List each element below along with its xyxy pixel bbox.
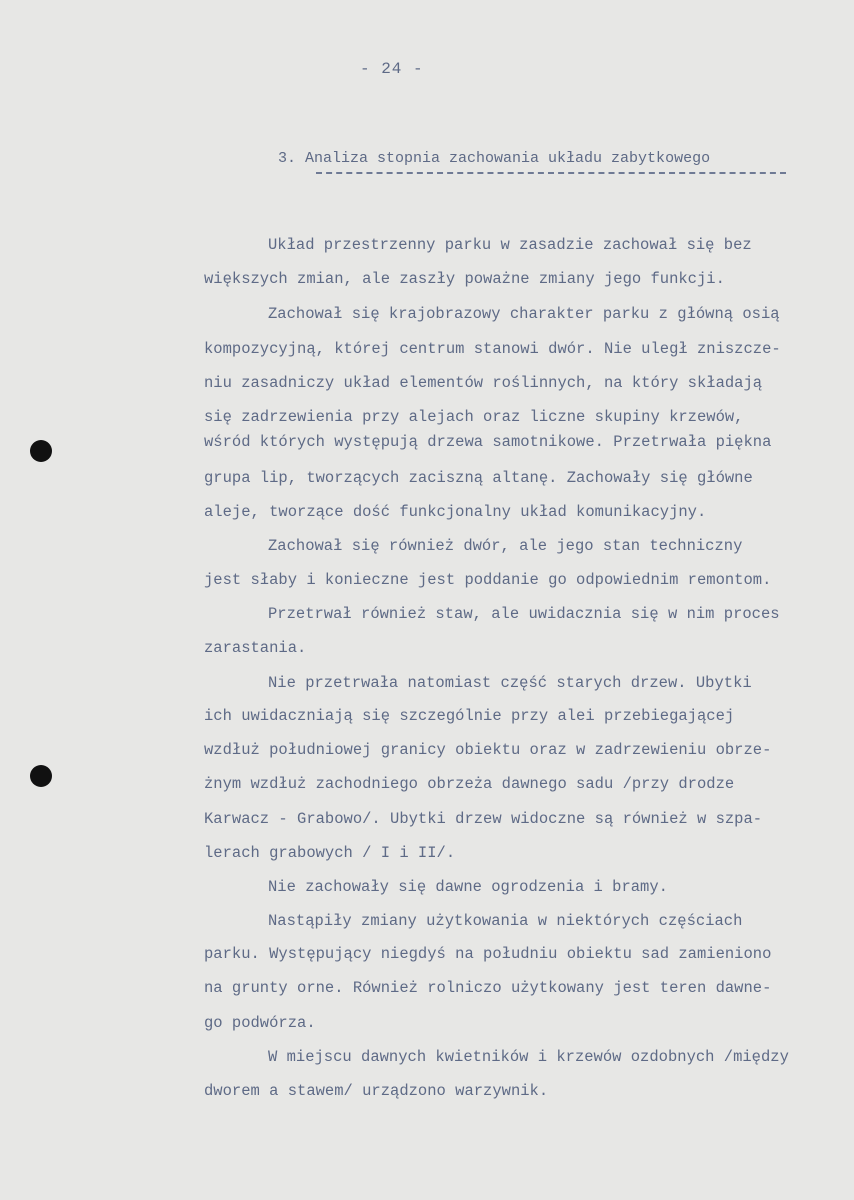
text-line: Zachował się również dwór, ale jego stan techniczny: [268, 537, 743, 555]
punch-hole: [30, 440, 52, 462]
text-line: parku. Występujący niegdyś na południu obiektu sad zamieniono: [204, 945, 772, 963]
text-line: W miejscu dawnych kwietników i krzewów ozdobnych /między: [268, 1048, 789, 1066]
text-line: większych zmian, ale zaszły poważne zmiany jego funkcji.: [204, 270, 725, 288]
text-line: kompozycyjną, której centrum stanowi dwór. Nie uległ zniszcze-: [204, 340, 781, 358]
text-line: Układ przestrzenny parku w zasadzie zachował się bez: [268, 236, 752, 254]
text-line: Przetrwał również staw, ale uwidacznia się w nim proces: [268, 605, 780, 623]
text-line: się zadrzewienia przy alejach oraz liczne skupiny krzewów,: [204, 408, 744, 426]
punch-hole: [30, 765, 52, 787]
text-line: dworem a stawem/ urządzono warzywnik.: [204, 1082, 549, 1100]
text-line: zarastania.: [204, 639, 307, 657]
heading-underline: [316, 172, 786, 174]
text-line: grupa lip, tworzących zaciszną altanę. Zachowały się główne: [204, 469, 753, 487]
text-line: Karwacz - Grabowo/. Ubytki drzew widoczne są również w szpa-: [204, 810, 763, 828]
text-line: ich uwidaczniają się szczególnie przy alei przebiegającej: [204, 707, 735, 725]
section-heading: 3. Analiza stopnia zachowania układu zabytkowego: [278, 150, 711, 167]
text-line: jest słaby i konieczne jest poddanie go odpowiednim remontom.: [204, 571, 772, 589]
text-line: na grunty orne. Również rolniczo użytkowany jest teren dawne-: [204, 979, 772, 997]
text-line: Zachował się krajobrazowy charakter parku z główną osią: [268, 305, 780, 323]
text-line: lerach grabowych / I i II/.: [204, 844, 456, 862]
text-line: żnym wzdłuż zachodniego obrzeża dawnego sadu /przy drodze: [204, 775, 735, 793]
text-line: Nie zachowały się dawne ogrodzenia i bramy.: [268, 878, 668, 896]
text-line: wśród których występują drzewa samotnikowe. Przetrwała piękna: [204, 433, 772, 451]
text-line: go podwórza.: [204, 1014, 316, 1032]
text-line: wzdłuż południowej granicy obiektu oraz w zadrzewieniu obrze-: [204, 741, 772, 759]
text-line: Nastąpiły zmiany użytkowania w niektórych częściach: [268, 912, 743, 930]
text-line: niu zasadniczy układ elementów roślinnych, na który składają: [204, 374, 763, 392]
page-number: - 24 -: [360, 60, 424, 78]
text-line: Nie przetrwała natomiast część starych drzew. Ubytki: [268, 674, 752, 692]
text-line: aleje, tworzące dość funkcjonalny układ komunikacyjny.: [204, 503, 707, 521]
